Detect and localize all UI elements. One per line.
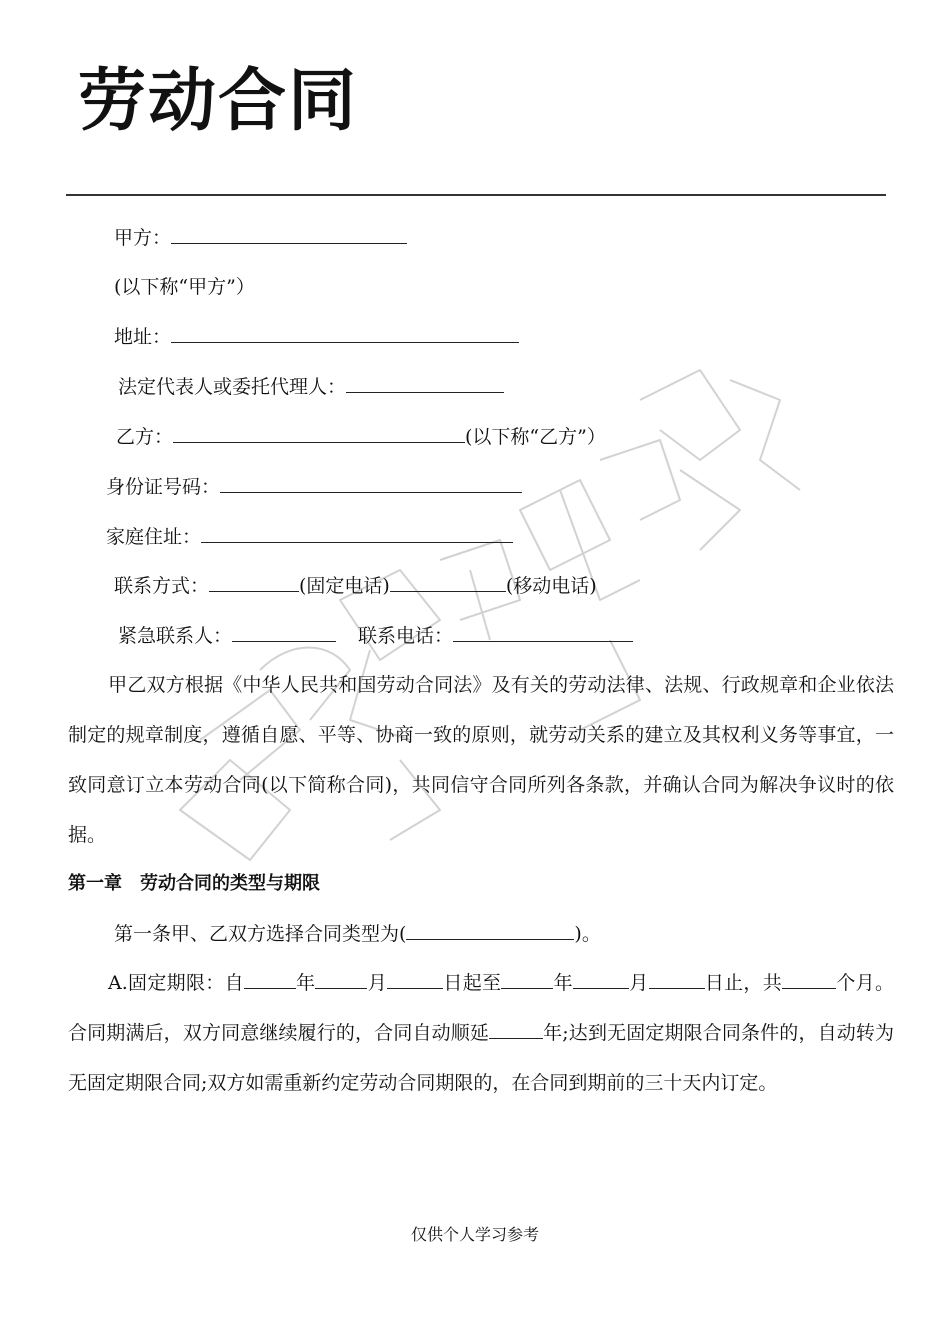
mobile-phone-label: (移动电话) [505,575,597,597]
title-divider [66,194,886,196]
emergency-contact-field[interactable] [232,623,336,642]
contact-row [114,573,597,599]
end-year-field[interactable] [501,970,553,989]
end-day-unit: 日止，共 [704,972,783,994]
clause-a-paragraph [68,958,894,1108]
end-day-field[interactable] [649,970,705,989]
article-1-prefix: 第一条甲、乙双方选择合同类型为( [114,923,407,945]
article-1-row [114,921,601,947]
clause-a-start: A.固定期限：自 [108,972,244,994]
contact-phone-field[interactable] [453,623,633,642]
clause-a-end: 年;达到无固定期限合同条件的，自动转为无固定期限合同;双方如需重新约定劳动合同期限的，在合同到期前的三十天内订定。 [68,1022,894,1094]
end-year-unit: 年 [553,972,573,994]
start-day-field[interactable] [387,970,443,989]
start-day-unit: 日起至 [443,972,502,994]
contract-type-field[interactable] [406,921,574,940]
home-address-field[interactable] [201,524,513,543]
contact-phone-label: 联系电话： [358,625,454,647]
clause-a-middle: 个月。合同期满后，双方同意继续履行的，合同自动顺延 [68,972,894,1044]
representative-label: 法定代表人或委托代理人： [118,376,347,398]
address-label: 地址： [114,326,172,348]
total-months-field[interactable] [782,970,836,989]
emergency-contact-label: 紧急联系人： [118,625,233,647]
start-year-field[interactable] [244,970,296,989]
start-year-unit: 年 [295,972,316,994]
document-title: 劳动合同 [78,62,359,141]
end-month-unit: 月 [628,972,649,994]
fixed-phone-field[interactable] [209,573,299,592]
renewal-years-field[interactable] [489,1020,543,1039]
home-address-row [106,524,513,550]
contact-label: 联系方式： [114,575,210,597]
preamble-paragraph [68,660,894,860]
mobile-phone-field[interactable] [390,573,506,592]
chapter-1-heading: 第一章 劳动合同的类型与期限 [68,873,320,894]
party-b-label: 乙方： [116,426,174,448]
address-field[interactable] [171,324,519,343]
party-b-field[interactable] [173,424,465,443]
party-b-row [116,424,606,450]
party-b-alias: (以下称“乙方”） [465,426,606,448]
page-footer: 仅供个人学习参考 [410,1225,539,1244]
start-month-field[interactable] [315,970,367,989]
end-month-field[interactable] [573,970,629,989]
party-a-alias: (以下称“甲方”） [114,276,255,298]
representative-row [118,374,504,400]
id-number-label: 身份证号码： [106,476,221,498]
fixed-phone-label: (固定电话) [299,575,390,597]
home-address-label: 家庭住址： [106,526,202,548]
start-month-unit: 月 [367,972,388,994]
id-number-field[interactable] [220,474,522,493]
id-number-row [106,474,522,500]
party-a-row [114,225,407,251]
party-a-field[interactable] [171,225,407,244]
preamble-text: 甲乙双方根据《中华人民共和国劳动合同法》及有关的劳动法律、法规、行政规章和企业依法制定的规章制度，遵循自愿、平等、协商一致的原则，就劳动关系的建立及其权利义务等事宜，一致同意订立本劳动合同(以下简称合同)，共同信守合同所列各条款，并确认合同为解决争议时的依据。 [68,674,894,846]
address-row [114,324,519,350]
article-1-suffix: )。 [574,923,601,945]
emergency-contact-row [118,623,633,649]
representative-field[interactable] [346,374,504,393]
party-a-label: 甲方： [114,227,172,249]
